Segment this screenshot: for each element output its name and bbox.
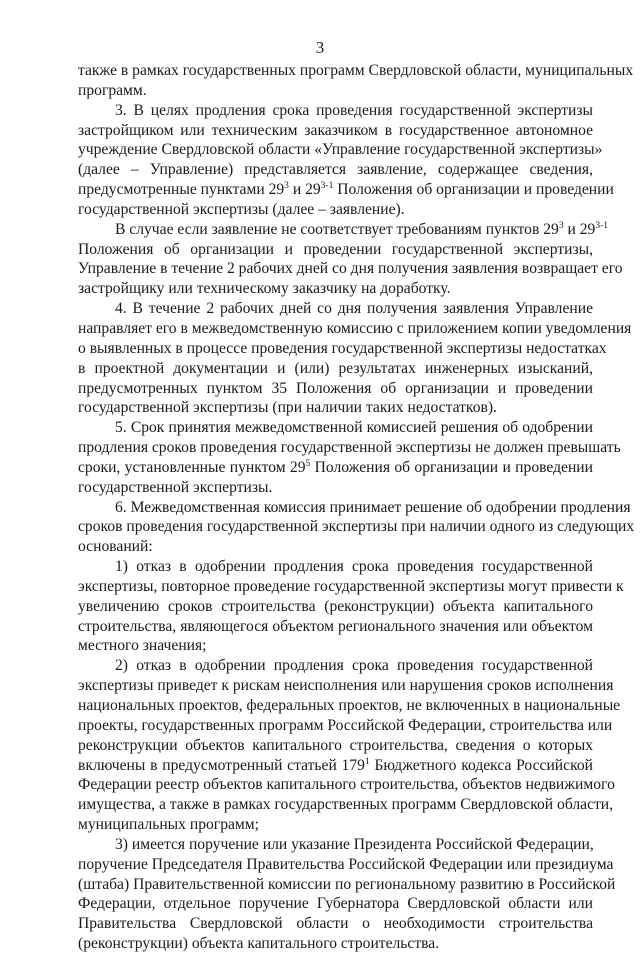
text-line (78, 398, 593, 418)
text-line (78, 180, 614, 200)
text-run: также в рамках государственных программ Свердловской области, муниципальных (78, 62, 634, 79)
text-run: проекты, государственных программ Российской Федерации, строительства или (78, 716, 613, 734)
paragraph-subitem-1 (78, 557, 624, 656)
paragraph-subitem-2 (78, 656, 621, 835)
text-line (78, 815, 593, 835)
text-line (78, 379, 593, 399)
text-line (78, 775, 615, 795)
text-run: застройщику или техническому заказчику на доработку. (78, 280, 451, 298)
text-run: 1) отказ в одобрении продления срока проведения государственной (115, 558, 593, 576)
paragraph-item-3-note (78, 220, 623, 299)
text-line (78, 716, 613, 736)
text-run: предусмотренных пунктом 35 Положения об организации и проведении (78, 379, 593, 397)
text-run: государственной экспертизы (далее – заявление). (78, 200, 405, 218)
text-line (78, 458, 593, 478)
text-run: (штаба) Правительственной комиссии по региональному развитию в Российской (78, 875, 616, 893)
text-line (78, 240, 593, 260)
text-run: государственной экспертизы. (78, 478, 273, 496)
text-run: поручение Председателя Правительства Российской Федерации или президиума (78, 855, 614, 873)
text-run: реконструкции объектов капитального строительства, сведения о которых (78, 736, 593, 754)
text-run: 3. В целях продления срока проведения государственной экспертизы (115, 101, 593, 119)
text-run: оснований: (78, 538, 153, 556)
text-run: экспертизы приведет к рискам неисполнения или нарушения сроков исполнения (78, 677, 614, 695)
text-line (78, 81, 593, 101)
text-line (78, 736, 593, 756)
text-run: Федерации реестр объектов капитального строительства, объектов недвижимого (78, 776, 615, 794)
text-line (78, 478, 593, 498)
text-run: продления сроков проведения государственной экспертизы не должен превышать (78, 439, 621, 457)
text-line (78, 259, 623, 279)
text-line (78, 61, 634, 81)
text-run: 3) имеется поручение или указание Президента Российской Федерации, (115, 835, 594, 853)
text-line (78, 140, 603, 160)
text-run: национальных проектов, федеральных проектов, не включенных в национальные (78, 697, 621, 714)
text-line (78, 914, 593, 934)
superscript: 3-1 (595, 220, 608, 231)
text-run: Положения об организации и проведении государственной экспертизы, (78, 240, 593, 258)
paragraph-subitem-3 (78, 835, 616, 954)
superscript: 3 (284, 181, 289, 192)
text-line (78, 875, 616, 895)
text-run: сроки, установленные пунктом 29 (78, 458, 306, 476)
text-line (78, 438, 621, 458)
text-run: (реконструкции) объекта капитального строительства. (78, 935, 440, 953)
text-run: Бюджетного кодекса Российской (369, 756, 593, 774)
superscript: 1 (364, 756, 370, 767)
text-run: В случае если заявление не соответствует требованиям пунктов 29 (115, 220, 559, 238)
text-line (78, 537, 593, 557)
text-run: строительства, являющегося объектом регионального значения или объектом (78, 617, 593, 635)
text-line (78, 359, 593, 379)
text-line (78, 577, 624, 597)
page-number: 3 (315, 38, 325, 57)
text-run: экспертизы, повторное проведение государственной экспертизы могут привести к (78, 577, 624, 595)
text-line (78, 894, 593, 914)
text-line (78, 656, 593, 676)
text-run: застройщиком или техническим заказчиком в государственное автономное (78, 121, 593, 139)
text-run: имущества, а также в рамках государственных программ Свердловской области, (78, 796, 614, 814)
text-line (78, 160, 593, 180)
text-line (78, 835, 593, 855)
text-line (78, 418, 593, 438)
text-line (78, 517, 635, 537)
text-line (78, 855, 614, 875)
text-run: государственной экспертизы (при наличии таких недостатков). (78, 399, 497, 417)
text-run: увеличению сроков строительства (реконструкции) объекта капитального (78, 597, 593, 615)
text-line (78, 934, 593, 954)
paragraph-item-4 (78, 299, 632, 418)
text-line (78, 220, 608, 240)
text-run: учреждение Свердловской области «Управление государственной экспертизы» (78, 141, 603, 159)
paragraph-item-5 (78, 418, 621, 497)
text-line (78, 617, 593, 637)
text-line (78, 279, 593, 299)
text-run: и 29 (288, 181, 321, 199)
text-line (78, 557, 593, 577)
text-run: 2) отказ в одобрении продления срока проведения государственной (115, 657, 593, 675)
text-line (78, 498, 631, 518)
text-run: включены в предусмотренный статьей 179 (78, 756, 365, 774)
text-run: местного значения; (78, 637, 207, 655)
text-line (78, 676, 614, 696)
text-line (78, 795, 614, 815)
document-body (78, 61, 635, 954)
text-run: муниципальных программ; (78, 816, 259, 834)
paragraph-item-3 (78, 101, 614, 220)
text-run: Положения об организации и проведении (333, 181, 614, 199)
text-run: 5. Срок принятия межведомственной комиссией решения об одобрении (115, 419, 593, 437)
text-run: и 29 (563, 220, 596, 238)
text-line (78, 299, 593, 319)
text-run: программ. (78, 81, 147, 99)
text-run: направляет его в межведомственную комиссию с приложением копии уведомления (78, 319, 632, 337)
text-line (78, 696, 621, 716)
text-run: предусмотренные пунктами 29 (78, 181, 285, 199)
text-line (78, 756, 593, 776)
text-line (78, 121, 593, 141)
text-run: 4. В течение 2 рабочих дней со дня получения заявления Управление (115, 300, 593, 318)
text-run: о выявленных в процессе проведения государственной экспертизы недостатках (78, 339, 607, 357)
superscript: 3 (558, 220, 564, 231)
superscript: 3-1 (320, 181, 334, 192)
text-run: сроков проведения государственной экспертизы при наличии одного из следующих (78, 518, 635, 536)
text-run: (далее – Управление) представляется заявление, содержащее сведения, (78, 161, 593, 179)
text-line (78, 339, 607, 359)
text-line (78, 597, 593, 617)
text-run: Федерации, отдельное поручение Губернатора Свердловской области или (78, 895, 593, 913)
text-run: в проектной документации и (или) результатах инженерных изысканий, (78, 359, 593, 377)
text-line (78, 319, 632, 339)
text-run: Правительства Свердловской области о необходимости строительства (78, 915, 593, 933)
superscript: 5 (305, 458, 311, 469)
text-run: Положения об организации и проведении (310, 458, 593, 476)
paragraph-item-6 (78, 498, 635, 558)
text-line (78, 636, 593, 656)
text-run: Управление в течение 2 рабочих дней со дня получения заявления возвращает его (78, 260, 623, 278)
text-line (78, 200, 593, 220)
text-line (78, 101, 593, 121)
paragraph-continuation (78, 61, 634, 101)
text-run: 6. Межведомственная комиссия принимает решение об одобрении продления (115, 498, 631, 516)
